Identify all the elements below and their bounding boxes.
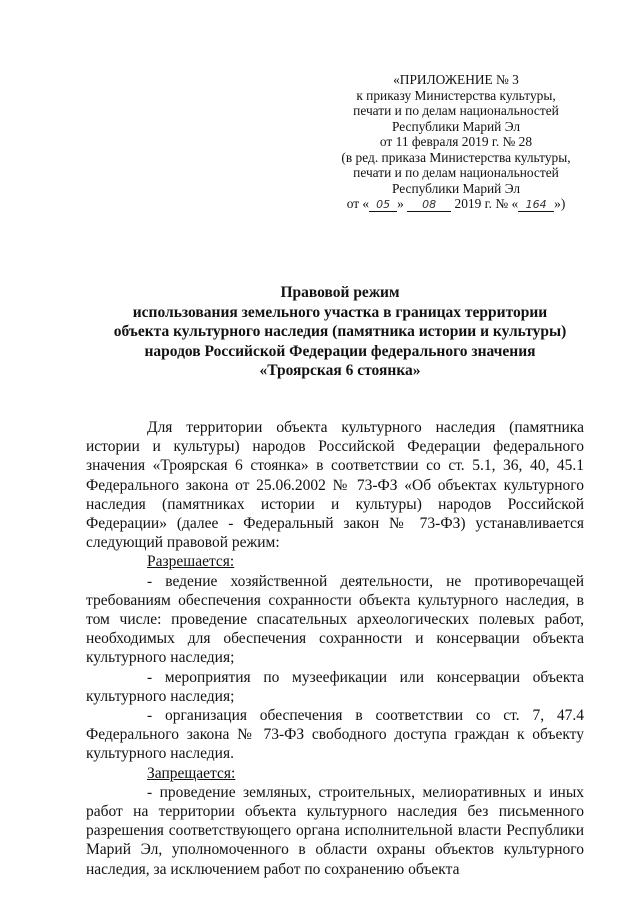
- title-line: объекта культурного наследия (памятника истории и культуры): [113, 323, 567, 340]
- allowed-item: - организация обеспечения в соответствии со ст. 7, 47.4 Федерального закона № 73-ФЗ свободного доступа граждан к объекту культурного наследия.: [86, 707, 584, 763]
- amend-year: 2019 г. № «: [454, 196, 519, 211]
- annex-amendment-line: печати и по делам национальностей: [353, 165, 559, 180]
- annex-order-date: от 11 февраля 2019 г. № 28: [379, 134, 533, 149]
- annex-header: [326, 72, 586, 212]
- annex-line: к приказу Министерства культуры,: [356, 87, 556, 103]
- handwritten-month: 08: [407, 199, 451, 212]
- annex-amendment-line: Республики Марий Эл: [391, 180, 521, 196]
- title-line: использования земельного участка в границах территории: [132, 303, 548, 321]
- allowed-item: - ведение хозяйственной деятельности, не противоречащей требованиям обеспечения сохранности объекта культурного наследия, в том числе: проведение спасательных археологических полевых работ, необходимых для обеспечения сохранности и консервации объекта культурного наследия;: [86, 572, 584, 667]
- title-line: народов Российской Федерации федерального значения: [144, 342, 536, 360]
- document-title: [60, 283, 620, 381]
- document-body: [86, 418, 584, 879]
- handwritten-number: 164: [518, 199, 554, 212]
- annex-amendment-line: (в ред. приказа Министерства культуры,: [341, 149, 571, 165]
- title-line: «Троярская 6 стоянка»: [259, 362, 421, 379]
- amend-suffix: »): [554, 196, 566, 211]
- forbidden-label: Запрещается:: [147, 764, 236, 782]
- allowed-item: - мероприятия по музеефикации или консервации объекта культурного наследия;: [86, 668, 584, 705]
- annex-line: Республики Марий Эл: [391, 118, 521, 134]
- allowed-label: Разрешается:: [147, 553, 235, 571]
- intro-paragraph: Для территории объекта культурного наследия (памятника истории и культуры) народов Российской Федерации федерального значения «Троярская 6 стоянка» в соответствии со ст. 5.1, 36, 40, 45.1 Федерального закона от 25.06.2002 № 73-ФЗ «Об объектах культурного наследия (памятниках истории и культуры) народов Российской Федерации» (далее - Федеральный закон № 73-ФЗ) устанавливается следующий правовой режим:: [86, 419, 584, 552]
- amend-quote: »: [397, 196, 404, 211]
- annex-line: печати и по делам национальностей: [353, 103, 559, 118]
- annex-title: «ПРИЛОЖЕНИЕ № 3: [393, 72, 519, 87]
- forbidden-item: - проведение земляных, строительных, мелиоративных и иных работ на территории объекта культурного наследия без письменного разрешения соответствующего органа исполнительной власти Республики Марий Эл, уполномоченного в области охраны объектов культурного наследия, за исключением работ по сохранению объекта: [86, 783, 584, 878]
- annex-amendment-date: [326, 196, 586, 212]
- handwritten-day: 05: [369, 199, 397, 212]
- title-line: Правовой режим: [280, 284, 400, 301]
- amend-prefix: от «: [346, 196, 370, 211]
